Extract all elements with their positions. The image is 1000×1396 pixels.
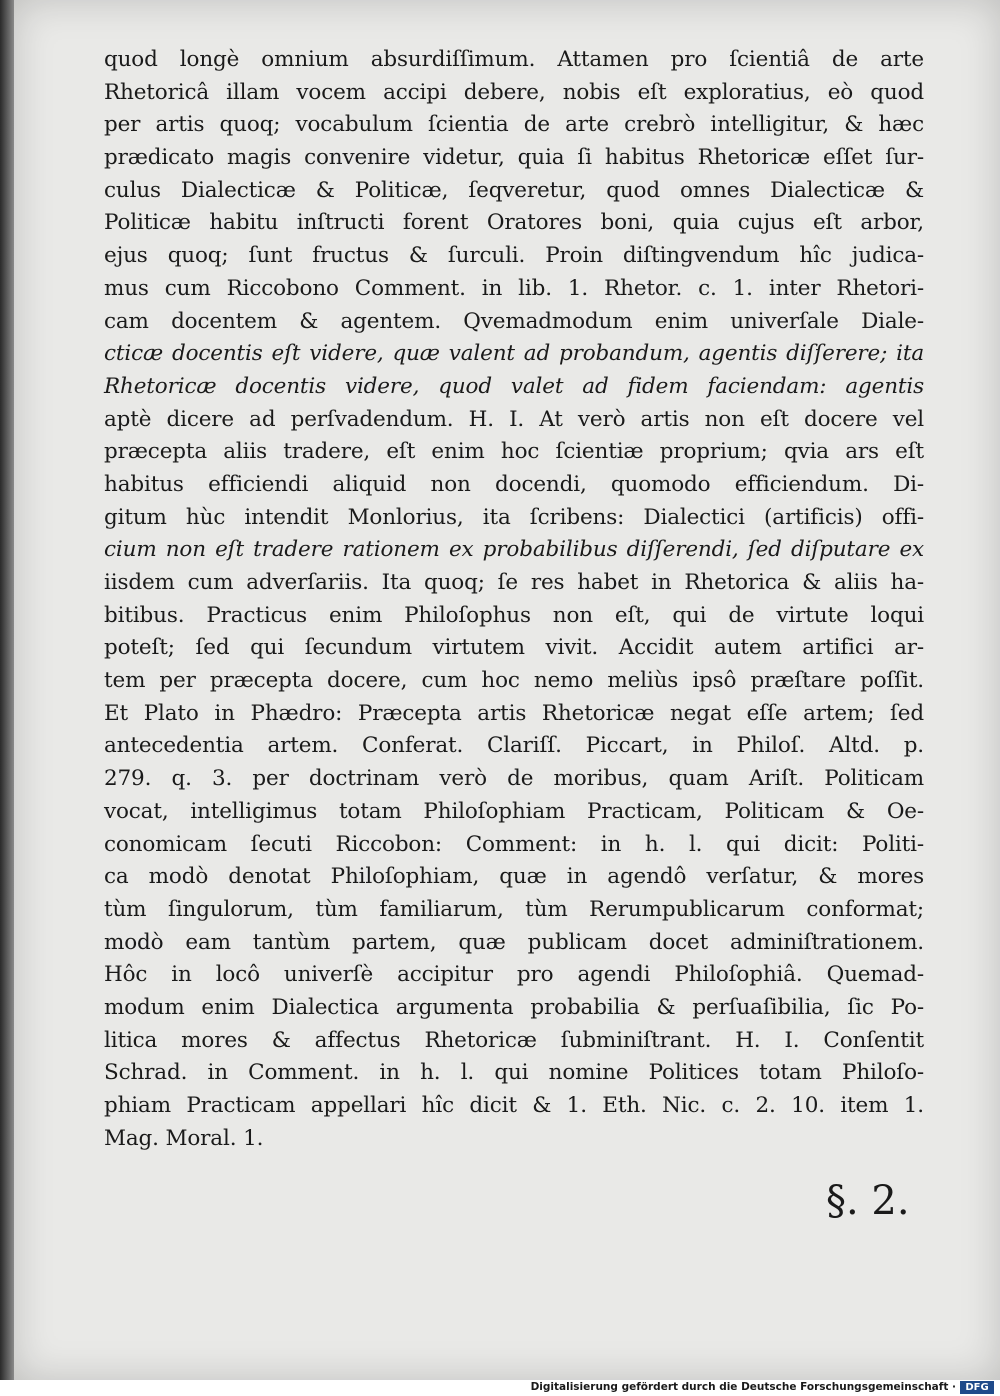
text-line: ca modò denotat Philoſophiam, quæ in agendô verſatur, & mores	[104, 864, 924, 890]
text-line: modum enim Dialectica argumenta probabilia & perſuaſibilia, ſic Po-	[104, 994, 924, 1020]
text-line: Hôc in locô univerſè accipitur pro agendi Philoſophiâ. Quemad-	[104, 962, 924, 988]
text-line: prædicato magis convenire videtur, quia ſi habitus Rhetoricæ eſſet ſur-	[104, 145, 924, 171]
text-line: tem per præcepta docere, cum hoc nemo meliùs ipsô præſtare poſſit.	[104, 668, 924, 694]
page-gutter	[0, 0, 14, 1396]
dfg-logo: DFG	[960, 1381, 994, 1394]
text-line: Et Plato in Phædro: Præcepta artis Rhetoricæ negat eſſe artem; ſed	[104, 700, 924, 726]
text-line: cam docentem & agentem. Qvemadmodum enim univerſale Diale-	[104, 308, 924, 334]
footer-credit: Digitalisierung gefördert durch die Deutsche Forschungsgemeinschaft ·	[530, 1381, 956, 1393]
text-line: culus Dialecticæ & Politicæ, ſeqveretur, quod omnes Dialecticæ &	[104, 177, 924, 203]
text-line: mus cum Riccobono Comment. in lib. 1. Rhetor. c. 1. inter Rhetori-	[104, 275, 924, 301]
text-line: phiam Practicam appellari hîc dicit & 1. Eth. Nic. c. 2. 10. item 1.	[104, 1093, 924, 1118]
text-line: tùm ſingulorum, tùm familiarum, tùm Rerumpublicarum conformat;	[104, 896, 924, 922]
text-line: Mag. Moral. 1.	[104, 1125, 264, 1151]
section-marker: §. 2.	[826, 1178, 910, 1224]
text-line: iisdem cum adverſariis. Ita quoq; ſe res habet in Rhetorica & aliis ha-	[104, 570, 924, 595]
text-line: 279. q. 3. per doctrinam verò de moribus, quam Ariſt. Politicam	[104, 766, 924, 792]
text-line: Schrad. in Comment. in h. l. qui nomine Politices totam Philoſo-	[104, 1060, 924, 1086]
text-line: cticæ docentis eſt videre, quæ valent ad probandum, agentis diſſerere; ita	[104, 341, 924, 367]
text-line: præcepta aliis tradere, eſt enim hoc ſcientiæ proprium; qvia ars eſt	[104, 439, 924, 465]
text-line: habitus efficiendi aliquid non docendi, quomodo efficiendum. Di-	[104, 471, 924, 497]
text-line: Rhetoricâ illam vocem accipi debere, nobis eſt exploratius, eò quod	[104, 79, 924, 105]
text-line: litica mores & affectus Rhetoricæ ſubminiſtrant. H. I. Conſentit	[104, 1027, 924, 1053]
text-line: gitum hùc intendit Monlorius, ita ſcribens: Dialectici (artificis) offi-	[104, 504, 924, 530]
text-line: quod longè omnium absurdiſſimum. Attamen pro ſcientiâ de arte	[104, 47, 924, 72]
text-line: conomicam ſecuti Riccobon: Comment: in h. l. qui dicit: Politi-	[104, 831, 924, 857]
text-line: cium non eſt tradere rationem ex probabilibus diſſerendi, ſed diſputare ex	[104, 537, 924, 563]
text-line: antecedentia artem. Conferat. Clariſſ. Piccart, in Philoſ. Altd. p.	[104, 733, 924, 759]
text-line: aptè dicere ad perſvadendum. H. I. At verò artis non eſt docere vel	[104, 406, 924, 432]
body-text	[104, 44, 924, 1155]
text-line: Politicæ habitu inſtructi forent Oratores boni, quia cujus eſt arbor,	[104, 210, 924, 236]
text-line: ejus quoq; ſunt fructus & ſurculi. Proin diſtingvendum hîc judica-	[104, 243, 924, 269]
text-line: poteſt; ſed qui ſecundum virtutem vivit. Accidit autem artifici ar-	[104, 635, 924, 661]
text-line: modò eam tantùm partem, quæ publicam docet adminiſtrationem.	[104, 929, 924, 955]
text-line: bitibus. Practicus enim Philoſophus non eſt, qui de virtute loqui	[104, 602, 924, 628]
text-line: vocat, intelligimus totam Philoſophiam Practicam, Politicam & Oe-	[104, 798, 924, 824]
text-line: per artis quoq; vocabulum ſcientia de arte crebrò intelligitur, & hæc	[104, 112, 924, 138]
text-line: Rhetoricæ docentis videre, quod valet ad fidem faciendam: agentis	[104, 373, 924, 399]
